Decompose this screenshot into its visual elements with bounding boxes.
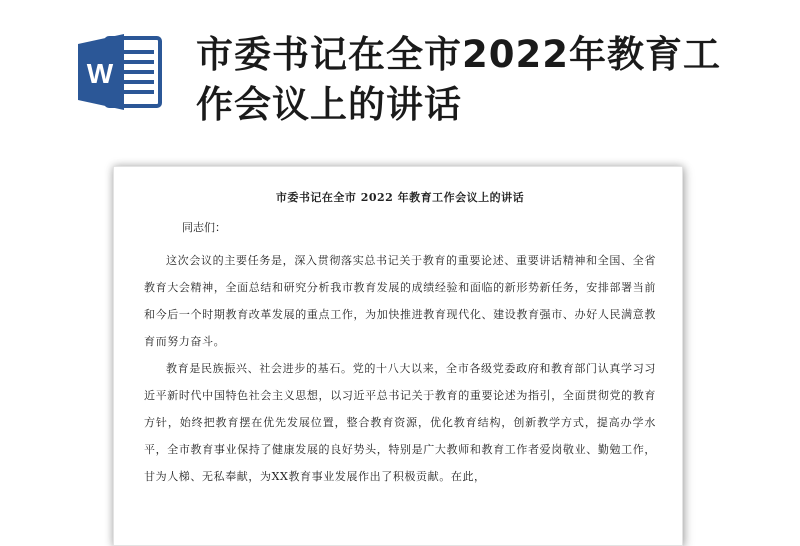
word-icon-letter: W <box>86 58 114 89</box>
paragraph: 教育是民族振兴、社会进步的基石。党的十八大以来，全市各级党委政府和教育部门认真学习习近平新时代中国特色社会主义思想，以习近平总书记关于教育的重要论述为指引，全面贯彻党的教育方针，始终把教育摆在优先发展位置，整合教育资源，优化教育结构，创新教学方式，提高办学水平，全市教育事业保持了健康发展的良好势头，特别是广大教师和教育工作者爱岗敬业、勤勉工作，甘为人梯、无私奉献，为XX教育事业发展作出了积极贡献。在此， <box>144 362 656 483</box>
document-page <box>113 166 683 546</box>
header <box>0 0 800 160</box>
word-document-icon <box>76 32 164 112</box>
page-title: 市委书记在全市2022年教育工作会议上的讲话 <box>196 33 721 126</box>
document-title: 市委书记在全市 2022 年教育工作会议上的讲话 <box>275 191 525 204</box>
salutation: 同志们： <box>182 221 226 234</box>
paragraph: 这次会议的主要任务是，深入贯彻落实总书记关于教育的重要论述、重要讲话精神和全国、全省教育大会精神，全面总结和研究分析我市教育发展的成绩经验和面临的新形势新任务，安排部署当前和今后一个时期教育改革发展的重点工作，为加快推进教育现代化、建设教育强市、办好人民满意教育而努力奋斗。 <box>144 254 656 348</box>
